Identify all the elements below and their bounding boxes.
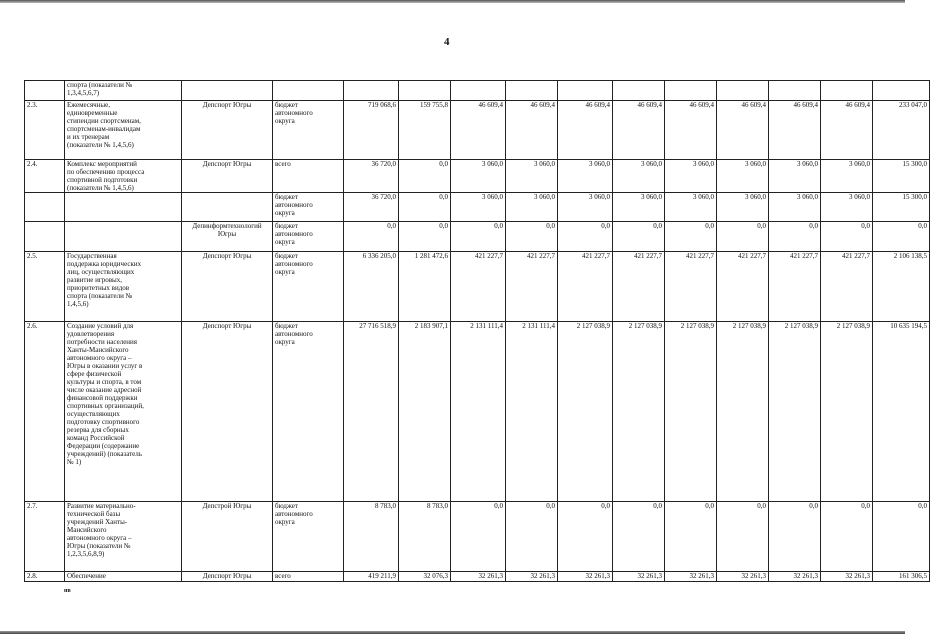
value-cell: 2 106 138,5	[873, 252, 930, 322]
value-cell	[558, 81, 613, 101]
value-cell: 0,0	[399, 193, 451, 222]
value-cell: 3 060,0	[558, 193, 613, 222]
value-cell: 421 227,7	[451, 252, 506, 322]
value-cell	[717, 81, 769, 101]
value-cell: 2 127 038,9	[769, 322, 821, 502]
value-cell: 32 261,3	[665, 572, 717, 582]
table-row	[25, 222, 930, 252]
value-cell: 15 300,0	[873, 193, 930, 222]
value-cell: 421 227,7	[506, 252, 558, 322]
value-cell: 3 060,0	[717, 193, 769, 222]
activity-name-cell: Развитие материально- технической базы учреждений Ханты- Мансийского автономного округа – Югры (показатели № 1,2,3,5,6,8,9)	[65, 502, 182, 572]
value-cell	[821, 81, 873, 101]
value-cell: 719 068,6	[344, 101, 399, 160]
value-cell: 46 609,4	[451, 101, 506, 160]
value-cell: 421 227,7	[558, 252, 613, 322]
scan-bottom-edge	[0, 631, 905, 634]
funding-source-cell	[273, 81, 344, 101]
value-cell: 32 261,3	[506, 572, 558, 582]
row-number-cell: 2.6.	[25, 322, 65, 502]
funding-source-cell: бюджет автономного округа	[273, 101, 344, 160]
value-cell	[873, 81, 930, 101]
value-cell: 421 227,7	[769, 252, 821, 322]
value-cell	[344, 81, 399, 101]
value-cell: 3 060,0	[506, 160, 558, 193]
value-cell: 10 635 194,5	[873, 322, 930, 502]
value-cell: 159 755,8	[399, 101, 451, 160]
value-cell: 0,0	[821, 502, 873, 572]
value-cell: 0,0	[717, 222, 769, 252]
value-cell: 0,0	[558, 222, 613, 252]
value-cell: 0,0	[821, 222, 873, 252]
activity-name-cell	[65, 222, 182, 252]
row-number-cell	[25, 81, 65, 101]
table-row	[25, 502, 930, 572]
executor-cell: Депспорт Югры	[182, 101, 273, 160]
value-cell: 46 609,4	[821, 101, 873, 160]
value-cell: 421 227,7	[613, 252, 665, 322]
value-cell: 3 060,0	[613, 193, 665, 222]
value-cell: 3 060,0	[451, 160, 506, 193]
value-cell: 32 076,3	[399, 572, 451, 582]
table-row	[25, 572, 930, 582]
value-cell: 0,0	[613, 222, 665, 252]
value-cell: 8 783,0	[399, 502, 451, 572]
value-cell: 3 060,0	[665, 193, 717, 222]
value-cell: 3 060,0	[558, 160, 613, 193]
value-cell: 46 609,4	[506, 101, 558, 160]
table-row	[25, 193, 930, 222]
value-cell: 2 127 038,9	[613, 322, 665, 502]
executor-cell: Депспорт Югры	[182, 322, 273, 502]
activity-name-cell: Государственная поддержка юридических лиц, осуществляющих развитие игровых, приоритетных видов спорта (показатели № 1,4,5,6)	[65, 252, 182, 322]
activity-name-cell: спорта (показатели № 1,3,4,5,6,7)	[65, 81, 182, 101]
funding-source-cell: бюджет автономного округа	[273, 252, 344, 322]
value-cell: 32 261,3	[558, 572, 613, 582]
value-cell: 1 281 472,6	[399, 252, 451, 322]
value-cell: 3 060,0	[821, 193, 873, 222]
activity-name-cell: Комплекс мероприятий по обеспечению процесса спортивной подготовки (показатели № 1,4,5,6)	[65, 160, 182, 193]
value-cell: 15 300,0	[873, 160, 930, 193]
value-cell: 0,0	[451, 502, 506, 572]
value-cell: 3 060,0	[821, 160, 873, 193]
value-cell: 0,0	[665, 502, 717, 572]
value-cell: 3 060,0	[451, 193, 506, 222]
value-cell: 8 783,0	[344, 502, 399, 572]
value-cell: 2 127 038,9	[717, 322, 769, 502]
value-cell: 3 060,0	[769, 160, 821, 193]
value-cell: 421 227,7	[821, 252, 873, 322]
value-cell: 27 716 518,9	[344, 322, 399, 502]
value-cell: 0,0	[717, 502, 769, 572]
activity-name-cell	[65, 193, 182, 222]
value-cell: 0,0	[769, 502, 821, 572]
value-cell: 3 060,0	[613, 160, 665, 193]
value-cell: 233 047,0	[873, 101, 930, 160]
table-row	[25, 322, 930, 502]
value-cell: 36 720,0	[344, 193, 399, 222]
value-cell	[665, 81, 717, 101]
value-cell: 2 127 038,9	[558, 322, 613, 502]
table-row	[25, 101, 930, 160]
executor-cell: Депспорт Югры	[182, 572, 273, 582]
value-cell: 161 306,5	[873, 572, 930, 582]
activity-name-cell: Создание условий для удовлетворения потребности населения Ханты-Мансийского автономного округа – Югры в оказании услуг в сфере физической культуры и спорта, в том числе оказание адресной финансовой поддержки спортивных организаций, осуществляющих подготовку спортивного резерва для сборных команд Российской Федерации (содержание учреждений) (показатель № 1)	[65, 322, 182, 502]
value-cell: 0,0	[665, 222, 717, 252]
value-cell: 0,0	[873, 502, 930, 572]
value-cell: 0,0	[769, 222, 821, 252]
funding-source-cell: бюджет автономного округа	[273, 502, 344, 572]
row-number-cell: 2.3.	[25, 101, 65, 160]
table-row	[25, 252, 930, 322]
value-cell: 0,0	[873, 222, 930, 252]
value-cell: 32 261,3	[451, 572, 506, 582]
funding-source-cell: всего	[273, 572, 344, 582]
table-row	[25, 81, 930, 101]
value-cell: 419 211,9	[344, 572, 399, 582]
executor-cell	[182, 193, 273, 222]
executor-cell	[182, 81, 273, 101]
value-cell: 46 609,4	[613, 101, 665, 160]
row-number-cell	[25, 193, 65, 222]
value-cell: 2 127 038,9	[821, 322, 873, 502]
activity-name-cell: Обеспечение	[65, 572, 182, 582]
value-cell: 0,0	[399, 222, 451, 252]
value-cell: 0,0	[506, 502, 558, 572]
value-cell	[451, 81, 506, 101]
budget-table	[24, 80, 930, 582]
value-cell	[506, 81, 558, 101]
row-number-cell: 2.5.	[25, 252, 65, 322]
scan-top-edge	[0, 0, 905, 3]
footer-mark: нв	[64, 588, 71, 594]
value-cell: 2 131 111,4	[451, 322, 506, 502]
value-cell: 421 227,7	[665, 252, 717, 322]
value-cell	[399, 81, 451, 101]
funding-source-cell: бюджет автономного округа	[273, 222, 344, 252]
funding-source-cell: всего	[273, 160, 344, 193]
value-cell: 3 060,0	[717, 160, 769, 193]
funding-source-cell: бюджет автономного округа	[273, 322, 344, 502]
value-cell: 46 609,4	[769, 101, 821, 160]
value-cell: 46 609,4	[558, 101, 613, 160]
value-cell	[613, 81, 665, 101]
activity-name-cell: Ежемесячные, единовременные стипендии спортсменам, спортсменам-инвалидам и их тренерам (показатели № 1,4,5,6)	[65, 101, 182, 160]
row-number-cell: 2.4.	[25, 160, 65, 193]
table-row	[25, 160, 930, 193]
value-cell: 0,0	[506, 222, 558, 252]
value-cell: 0,0	[344, 222, 399, 252]
value-cell: 32 261,3	[821, 572, 873, 582]
value-cell: 3 060,0	[506, 193, 558, 222]
executor-cell: Депинформтехнологий Югры	[182, 222, 273, 252]
value-cell: 2 183 907,1	[399, 322, 451, 502]
executor-cell: Депспорт Югры	[182, 252, 273, 322]
value-cell: 32 261,3	[613, 572, 665, 582]
row-number-cell: 2.7.	[25, 502, 65, 572]
value-cell: 2 131 111,4	[506, 322, 558, 502]
value-cell: 6 336 205,0	[344, 252, 399, 322]
value-cell: 0,0	[558, 502, 613, 572]
funding-source-cell: бюджет автономного округа	[273, 193, 344, 222]
value-cell	[769, 81, 821, 101]
value-cell: 3 060,0	[665, 160, 717, 193]
value-cell: 36 720,0	[344, 160, 399, 193]
value-cell: 32 261,3	[769, 572, 821, 582]
value-cell: 46 609,4	[717, 101, 769, 160]
value-cell: 32 261,3	[717, 572, 769, 582]
value-cell: 3 060,0	[769, 193, 821, 222]
value-cell: 0,0	[451, 222, 506, 252]
page-number: 4	[444, 36, 450, 48]
value-cell: 0,0	[613, 502, 665, 572]
value-cell: 421 227,7	[717, 252, 769, 322]
executor-cell: Депстрой Югры	[182, 502, 273, 572]
value-cell: 2 127 038,9	[665, 322, 717, 502]
row-number-cell: 2.8.	[25, 572, 65, 582]
value-cell: 0,0	[399, 160, 451, 193]
value-cell: 46 609,4	[665, 101, 717, 160]
executor-cell: Депспорт Югры	[182, 160, 273, 193]
row-number-cell	[25, 222, 65, 252]
